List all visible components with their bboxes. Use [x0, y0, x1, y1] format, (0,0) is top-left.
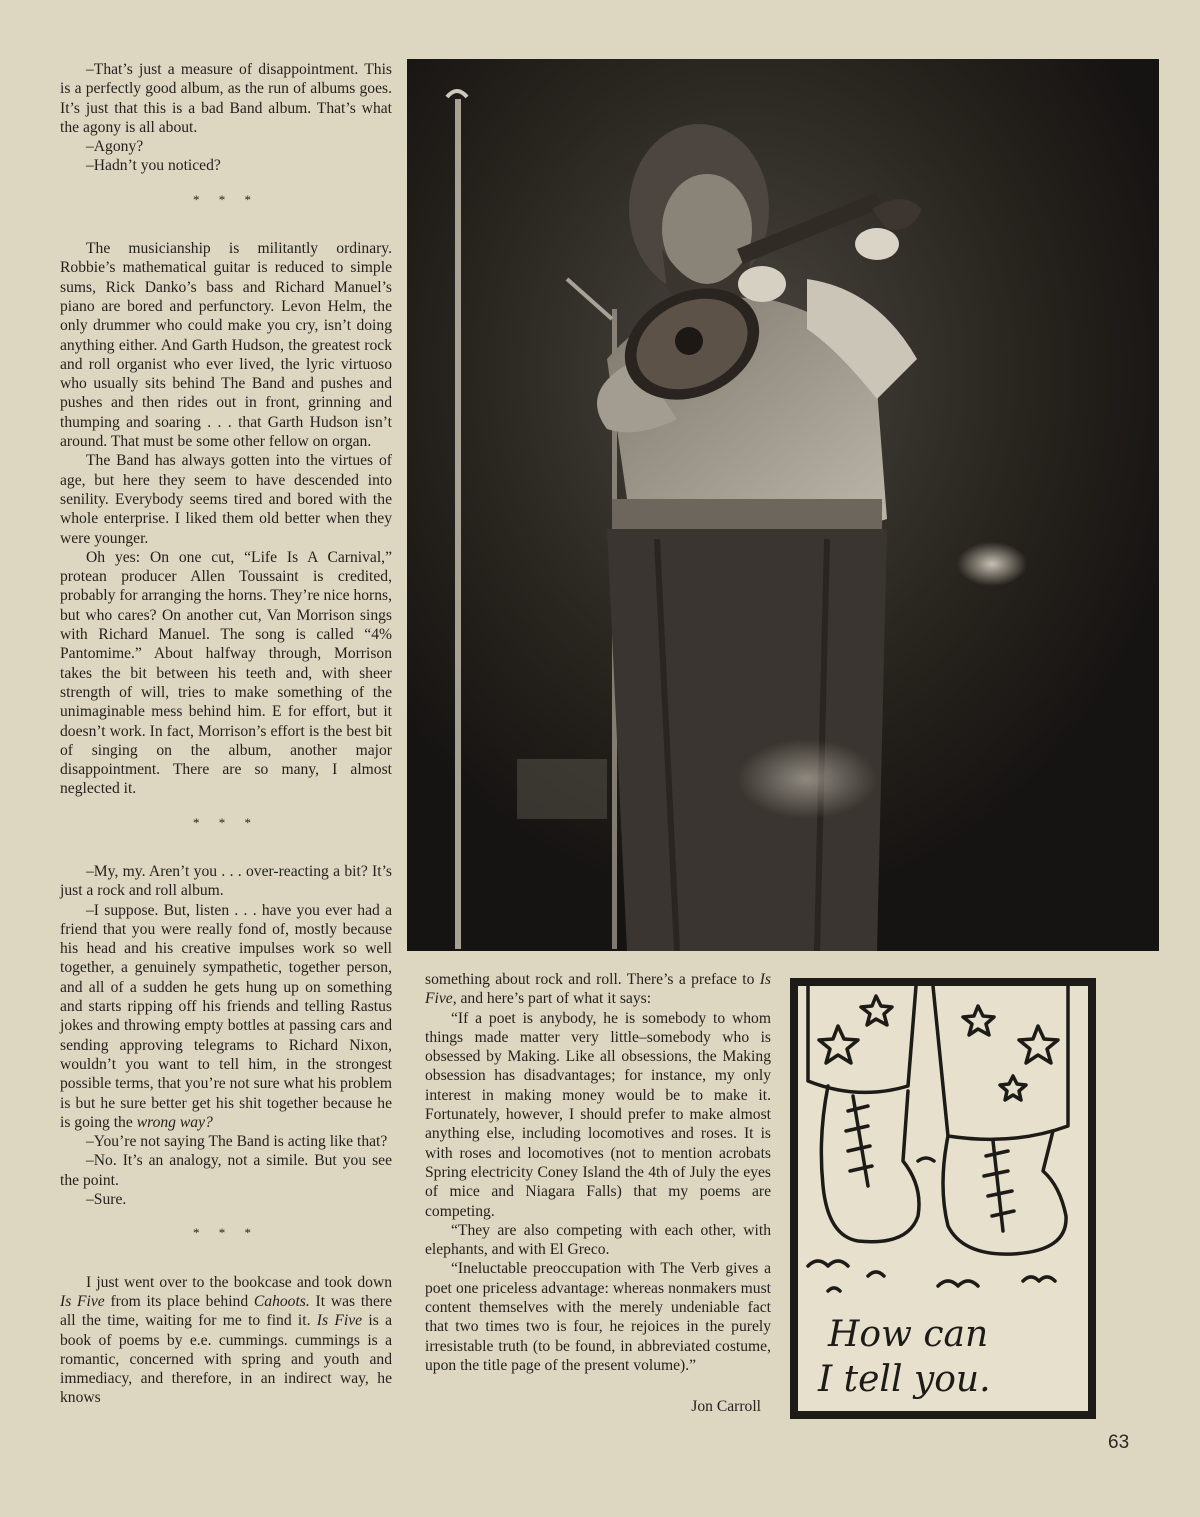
text-run: –My, my. Aren’t you . . . over-reacting a bit? It’s just a rock and roll album.	[60, 862, 392, 900]
section-break: * * *	[193, 814, 259, 830]
paragraph	[60, 156, 392, 175]
text-run: from its place behind	[104, 1292, 254, 1310]
text-run: Oh yes: On one cut, “Life Is A Carnival,” protean producer Allen Toussaint is credited, probably for arranging the horns. They’re nice horns, but who cares? On another cut, Van Morrison sings with Richard Manuel. The song is called “4% Pantomime.” About halfway through, Morrison takes the bit between his teeth and, with sheer strength of will, tries to make something of the unimaginable mess behind him. E for effort, but it doesn’t work. In fact, Morrison’s effort is the best bit of singing on the album, another major disappointment. There are so many, I almost neglected it.	[60, 548, 392, 798]
article-right-column	[425, 970, 771, 1417]
text-run: –Sure.	[86, 1191, 127, 1209]
book-title: Is Five	[60, 1292, 105, 1310]
page-number: 63	[1108, 1432, 1130, 1453]
section-break: * * *	[193, 191, 259, 207]
paragraph	[425, 970, 771, 1009]
text-run: “They are also competing with each other, with elephants, and with El Greco.	[425, 1221, 771, 1259]
article-left-column	[60, 60, 392, 1408]
text-run: –No. It’s an analogy, not a simile. But you see the point.	[60, 1152, 392, 1189]
section-break: * * *	[193, 1225, 259, 1241]
text-run: “Ineluctable preoccupation with The Verb gives a poet one priceless advantage: whereas nonmakers must content themselves with the merely undeniable fact that two times two is four, he rejoices in the purely irresistable truth (to be found, in abbreviated costume, upon the title page of the present volume).”	[425, 1260, 771, 1374]
byline: Jon Carroll	[691, 1398, 761, 1416]
paragraph	[425, 1221, 771, 1260]
paragraph	[60, 1151, 392, 1190]
illustration-caption-line2: I tell you.	[818, 1359, 991, 1400]
text-run: –Hadn’t you noticed?	[86, 157, 221, 175]
paragraph	[60, 1273, 392, 1408]
concert-photo	[407, 59, 1159, 951]
text-run: and here’s part of what it says:	[456, 990, 652, 1008]
musician-with-mandolin-image	[407, 59, 1159, 951]
text-run: –That’s just a measure of disappointment. This is a perfectly good album, as the run of albums goes. It’s just that this is a bad Band album. That’s what the agony is all about.	[60, 61, 392, 136]
text-run: –I suppose. But, listen . . . have you ever had a friend that you were really fond of, mostly because his head and his creative impulses work so well together, a genuinely sympathetic, together person, and all of a sudden he gets hung up on something and starts ripping off his friends and telling Rastus jokes and throwing empty bottles at passing cars and sending approving telegrams to Richard Nixon, wouldn’t you want to tell him, in the strongest possible terms, that you’re not sure what his problem is but he sure better get his shit together because he is going the	[60, 901, 392, 1131]
paragraph	[425, 1009, 771, 1221]
paragraph	[60, 548, 392, 799]
paragraph	[60, 862, 392, 901]
book-title: Is Five,	[425, 971, 771, 1008]
illustration-caption-line1: How can	[828, 1314, 989, 1355]
text-run: The Band has always gotten into the virtues of age, but here they seem to have descended into senility. Everybody seems tired and bored with the whole enterprise. I liked them old better when they were younger.	[60, 452, 392, 547]
text-run: something about rock and roll. There’s a preface to	[425, 971, 760, 988]
text-run: is a book of poems by e.e. cummings. cummings is a romantic, concerned with spring and youth and immediacy, and therefore, in an indirect way, he knows	[60, 1312, 392, 1407]
text-run: The musicianship is militantly ordinary. Robbie’s mathematical guitar is reduced to simple sums, Rick Danko’s bass and Richard Manuel’s piano are bored and perfunctory. Levon Helm, the only drummer who could make you cry, isn’t doing anything either. And Garth Hudson, the greatest rock and roll organist who ever lived, the lyric virtuoso who usually sits behind The Band and pushes and pushes and then rides out in front, grinning and thumping and soaring . . . that Garth Hudson isn’t around. That must be some other fellow on organ.	[60, 240, 392, 451]
paragraph	[60, 1132, 392, 1151]
paragraph	[60, 60, 392, 137]
boots-drawing	[798, 986, 1088, 1411]
paragraph	[60, 1190, 392, 1209]
paragraph	[60, 901, 392, 1133]
book-title: Cahoots.	[253, 1292, 310, 1310]
text-run: It was there all the time, waiting for me to find it.	[60, 1292, 392, 1330]
text-run: “If a poet is anybody, he is somebody to whom things made matter very little–somebody who is obsessed by Making. Like all obsessions, the Making obsession has disadvantages; for instance, my only interest in making money would be to make it. Fortunately, however, I should prefer to make almost anything else, including locomotives and roses. It is with roses and locomotives (not to mention acrobats Spring electricity Coney Island the 4th of July the eyes of mice and Niagara Falls) that my poems are competing.	[425, 1009, 771, 1220]
text-run: –You’re not saying The Band is acting like that?	[86, 1133, 388, 1151]
paragraph	[425, 1259, 771, 1375]
paragraph	[60, 239, 392, 451]
paragraph	[60, 451, 392, 547]
text-run: I just went over to the bookcase and took down	[86, 1273, 392, 1291]
paragraph	[60, 137, 392, 156]
boots-illustration	[790, 978, 1096, 1419]
emphasis: wrong way?	[136, 1113, 213, 1131]
text-run: –Agony?	[86, 138, 144, 156]
book-title: Is Five	[316, 1312, 363, 1330]
